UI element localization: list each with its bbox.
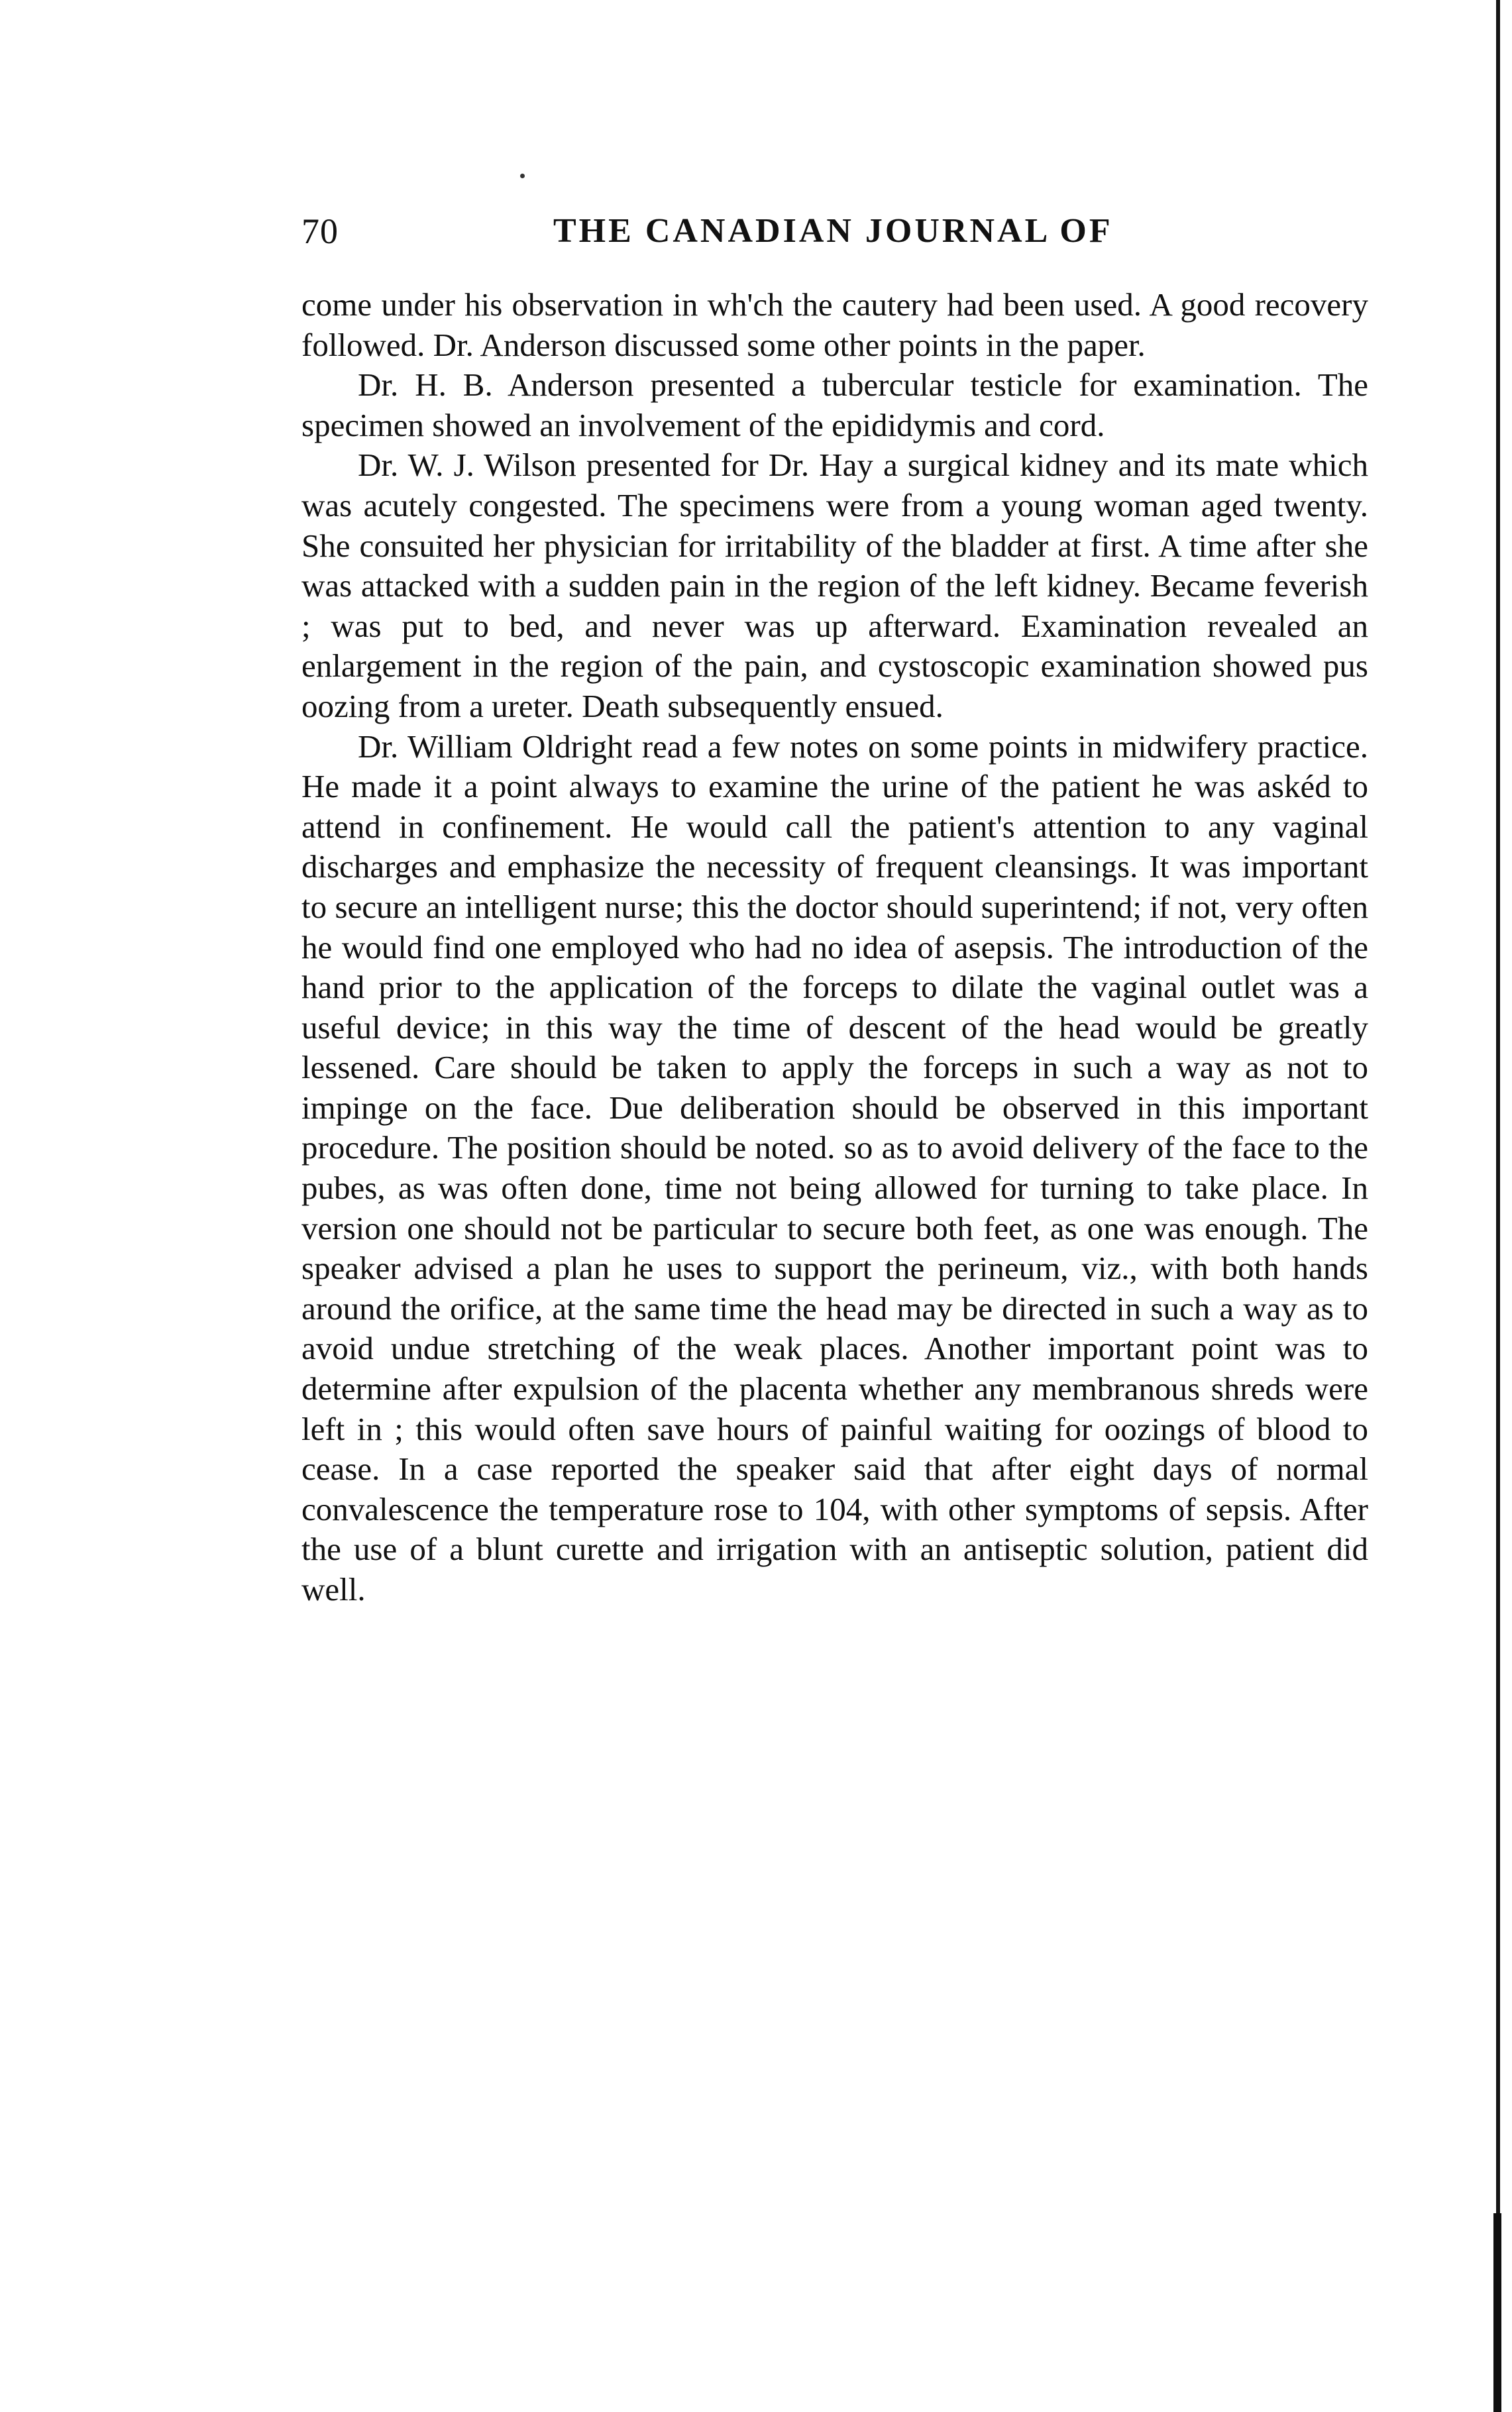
scan-edge-shadow [1493, 2213, 1501, 2412]
paragraph-anderson: Dr. H. B. Anderson presented a tubercular testicle for examination. The specimen showed an involvement of the epididymis and cord. [301, 366, 1368, 443]
paragraph-oldright: Dr. William Oldright read a few notes on some points in midwifery practice. He made it a point always to examine the urine of the patient he was askéd to attend in confinement. He would call the patient's attention to any vaginal discharges and emphasize the necessity of frequent cleansings. It was important to secure an intelligent nurse; this the doctor should superintend; if not, very often he would find one employed who had no idea of asepsis. The introduction of the hand prior to the application of the forceps to dilate the vaginal outlet was a useful device; in this way the time of descent of the head would be greatly lessened. Care should be taken to apply the forceps in such a way as not to impinge on the face. Due deliberation should be observed in this important procedure. The position should be noted. so as to avoid delivery of the face to the pubes, as was often done, time not being allowed for turning to take place. In version one should not be particular to secure both feet, as one was enough. The speaker advised a plan he uses to support the perineum, viz., with both hands around the orifice, at the same time the head may be directed in such a way as to avoid undue stretching of the weak places. Another important point was to determine after expulsion of the placenta whether any membranous shreds were left in ; this would often save hours of painful waiting for oozings of blood to cease. In a case reported the speaker said that after eight days of normal convalescence the temperature rose to 104, with other symptoms of sepsis. After the use of a blunt curette and irrigation with an antiseptic solution, patient did well. [301, 728, 1368, 1608]
running-head [301, 208, 1388, 254]
paragraph-wilson: Dr. W. J. Wilson presented for Dr. Hay a surgical kidney and its mate which was acutely congested. The specimens were from a young woman aged twenty. She consuited her physician for irritability of the bladder at first. A time after she was attacked with a sudden pain in the region of the left kidney. Became feverish ; was put to bed, and never was up afterward. Examination revealed an enlargement in the region of the pain, and cystoscopic examination showed pus oozing from a ureter. Death subsequently ensued. [301, 447, 1368, 724]
scan-edge-line [1496, 0, 1500, 2412]
paragraph-continuation: come under his observation in wh'ch the cautery had been used. A good recovery followed. Dr. Anderson discussed some other points in the paper. [301, 286, 1368, 363]
body-text [301, 285, 1368, 1610]
ink-speck [520, 174, 525, 178]
journal-title: THE CANADIAN JOURNAL OF [553, 212, 1113, 250]
page-number: 70 [301, 211, 339, 251]
